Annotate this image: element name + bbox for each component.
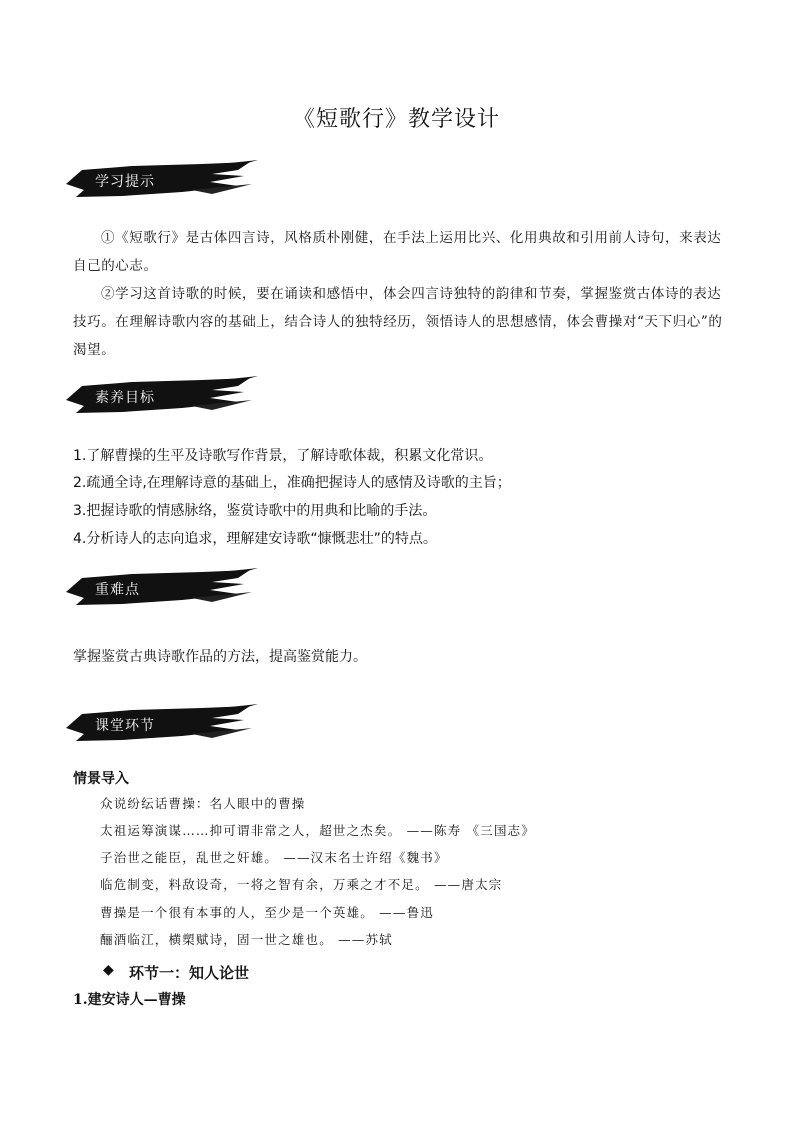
section-header-key [62,568,262,610]
brush-stroke-icon [62,704,262,746]
intro-line: 子治世之能臣，乱世之奸雄。 ——汉末名士许绍《魏书》 [100,850,448,865]
intro-line: 众说纷纭话曹操：名人眼中的曹操 [100,796,306,811]
intro-line: 曹操是一个很有本事的人，至少是一个英雄。 ——鲁迅 [100,905,434,920]
intro-line: 酾酒临江，横槊赋诗，固一世之雄也。 ——苏轼 [100,932,393,947]
section-header-tips [62,160,262,202]
section-title: 学习提示 [95,174,155,190]
intro-heading: 情景导入 [73,771,129,787]
section-header-goals [62,376,262,418]
section-title: 课堂环节 [95,718,155,734]
step-heading: 环节一：知人论世 [129,964,250,982]
goal-item: 4.分析诗人的志向追求，理解建安诗歌“慷慨悲壮”的特点。 [73,531,437,547]
goal-item: 3.把握诗歌的情感脉络，鉴赏诗歌中的用典和比喻的手法。 [73,503,437,519]
step-subheading: 1.建安诗人—曹操 [73,992,186,1008]
tips-paragraph-1: ①《短歌行》是古体四言诗，风格质朴刚健，在手法上运用比兴、化用典故和引用前人诗句，来表达自己的心志。 [73,230,722,274]
tips-paragraph-2: ②学习这首诗歌的时候，要在诵读和感悟中，体会四言诗独特的韵律和节奏，掌握鉴赏古体诗的表达技巧。在理解诗歌内容的基础上，结合诗人的独特经历，领悟诗人的思想感情，体会曹操对“天下归心”的渴望。 [73,286,723,358]
key-text: 掌握鉴赏古典诗歌作品的方法，提高鉴赏能力。 [73,649,367,665]
intro-line: 太祖运筹演谋……抑可谓非常之人，超世之杰矣。 ——陈寿 《三国志》 [100,823,536,838]
brush-stroke-icon [62,568,262,610]
brush-stroke-icon [62,376,262,418]
section-header-class [62,704,262,746]
goal-item: 1.了解曹操的生平及诗歌写作背景，了解诗歌体裁，积累文化常识。 [73,448,493,464]
section-title: 重难点 [95,582,140,598]
intro-line: 临危制变，料敌设奇，一将之智有余，万乘之才不足。 ——唐太宗 [100,877,503,892]
section-title: 素养目标 [95,390,155,406]
diamond-bullet-icon: ◆ [103,962,114,978]
brush-stroke-icon [62,160,262,202]
goal-item: 2.疏通全诗,在理解诗意的基础上，准确把握诗人的感情及诗歌的主旨； [73,475,511,491]
page-title: 《短歌行》教学设计 [292,107,500,132]
